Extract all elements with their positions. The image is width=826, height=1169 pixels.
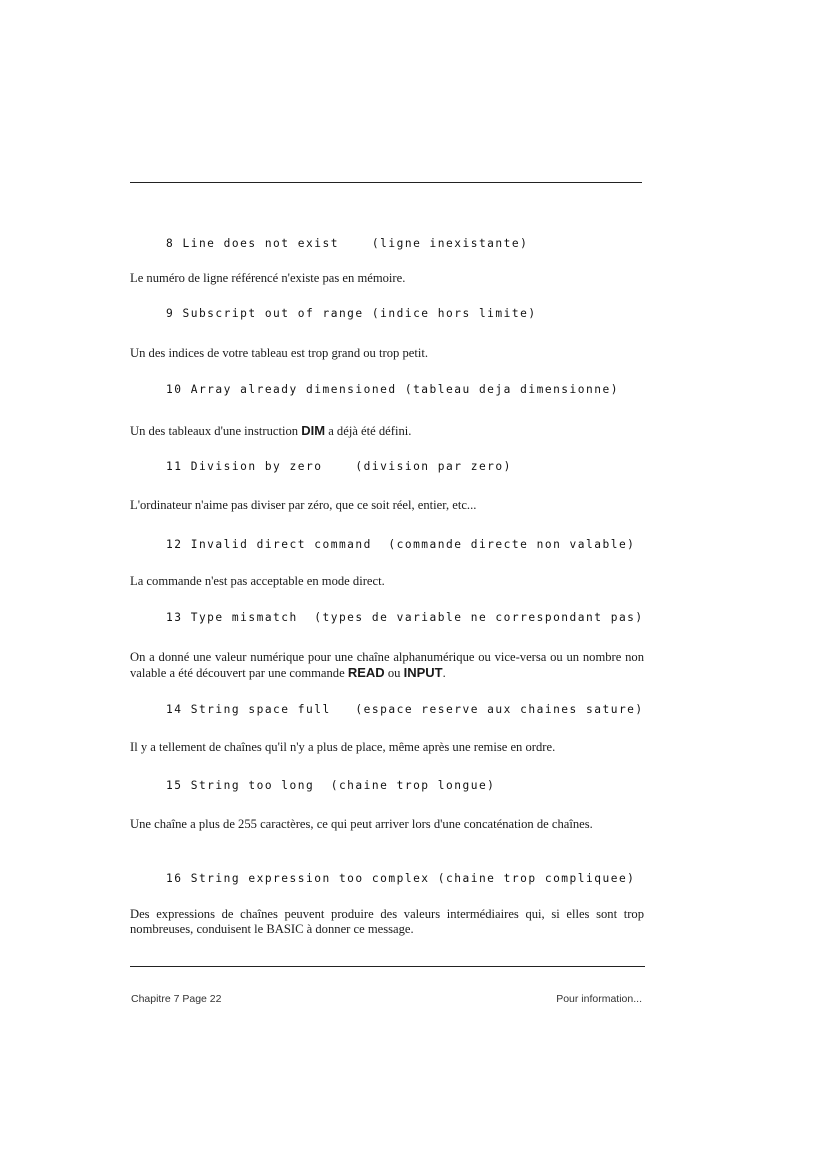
error-desc-9-text: Un des indices de votre tableau est trop grand ou trop petit. (130, 346, 428, 360)
error-code-13: 13 Type mismatch (types de variable ne correspondant pas) (166, 611, 644, 624)
error-desc-14 (130, 740, 644, 755)
error-desc-11-text: L'ordinateur n'aime pas diviser par zéro, que ce soit réel, entier, etc... (130, 498, 477, 512)
error-desc-13-text-3: . (442, 666, 446, 680)
error-desc-13-text-2: ou (384, 666, 404, 680)
error-desc-8 (130, 271, 644, 286)
error-code-8: 8 Line does not exist (ligne inexistante) (166, 237, 529, 250)
error-code-14: 14 String space full (espace reserve aux chaines sature) (166, 703, 644, 716)
error-desc-12-text: La commande n'est pas acceptable en mode direct. (130, 574, 385, 588)
error-desc-16 (130, 907, 644, 937)
error-code-12: 12 Invalid direct command (commande directe non valable) (166, 538, 636, 551)
error-desc-15 (130, 817, 644, 832)
error-code-9: 9 Subscript out of range (indice hors limite) (166, 307, 537, 320)
error-desc-13-text-1: On a donné une valeur numérique pour une chaîne alphanumérique ou vice-versa ou un nombre non valable a été découvert par une commande (130, 650, 644, 680)
error-code-15: 15 String too long (chaine trop longue) (166, 779, 496, 792)
error-desc-15-text: Une chaîne a plus de 255 caractères, ce qui peut arriver lors d'une concaténation de chaînes. (130, 817, 593, 831)
dim-keyword: DIM (301, 423, 326, 438)
error-desc-10-text-1: Un des tableaux d'une instruction (130, 424, 302, 438)
error-desc-11 (130, 498, 644, 513)
error-desc-9 (130, 346, 644, 361)
error-desc-16-text: Des expressions de chaînes peuvent produire des valeurs intermédiaires qui, si elles sont trop nombreuses, conduisent le BASIC à donner ce message. (130, 907, 644, 936)
error-desc-10 (130, 423, 644, 439)
top-rule (130, 182, 642, 183)
error-desc-13 (130, 650, 644, 681)
footer-page-number: Chapitre 7 Page 22 (131, 993, 222, 1005)
read-keyword: READ (347, 665, 385, 680)
error-code-16: 16 String expression too complex (chaine trop compliquee) (166, 872, 636, 885)
error-desc-12 (130, 574, 644, 589)
error-desc-14-text: Il y a tellement de chaînes qu'il n'y a plus de place, même après une remise en ordre. (130, 740, 556, 754)
input-keyword: INPUT (403, 665, 443, 680)
error-code-10: 10 Array already dimensioned (tableau deja dimensionne) (166, 383, 619, 396)
error-desc-10-text-2: a déjà été défini. (325, 424, 412, 438)
error-code-11: 11 Division by zero (division par zero) (166, 460, 512, 473)
footer-section-title: Pour information... (556, 993, 642, 1005)
bottom-rule (130, 966, 645, 967)
error-desc-8-text: Le numéro de ligne référencé n'existe pas en mémoire. (130, 271, 406, 285)
